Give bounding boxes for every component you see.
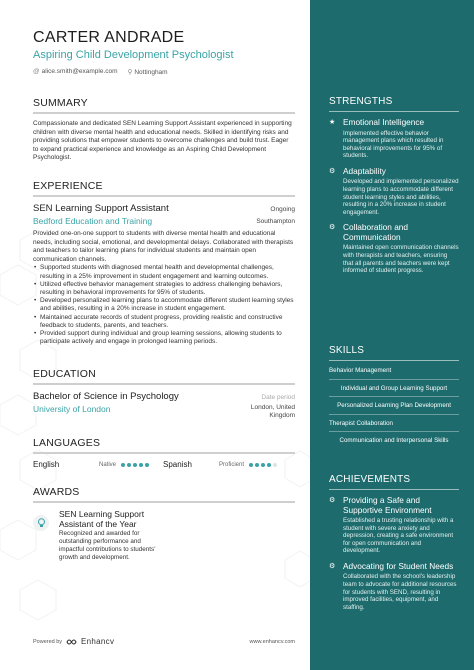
language-level: Proficient — [219, 461, 245, 468]
skill-divider — [329, 414, 459, 415]
languages-row — [33, 460, 295, 469]
strength-description: Implemented effective behavior management plans which resulted in behavioral improvements for 95% of students. — [343, 129, 444, 160]
email-text: alice.smith@example.com — [41, 68, 118, 75]
location-text: Nottingham — [134, 69, 168, 76]
language-dots — [249, 463, 277, 467]
footer-brand — [33, 637, 114, 646]
gear-icon: ⚙ — [329, 497, 336, 504]
section-divider — [329, 360, 459, 361]
location-pin-icon: ⚲ — [127, 69, 133, 76]
strengths-section — [329, 96, 459, 275]
level-dot — [145, 463, 149, 467]
section-title: ACHIEVEMENTS — [329, 474, 411, 485]
skill-item: Individual and Group Learning Support — [340, 384, 448, 392]
education-section — [33, 368, 295, 420]
achievement-description: Collaborated with the school's leadership team to advocate for additional resources for students with SEND, resulting in improved facilities, equipment, and staffing. — [343, 573, 457, 611]
skill-item: Personalized Learning Plan Development — [337, 402, 451, 410]
gear-icon: ⚙ — [329, 167, 336, 175]
achievements-section — [329, 474, 459, 611]
section-title: LANGUAGES — [33, 437, 101, 449]
strength-item — [329, 118, 459, 160]
contact-row — [33, 68, 168, 76]
section-title: SKILLS — [329, 345, 365, 356]
star-icon: ★ — [329, 119, 336, 126]
brand-name: Enhancv — [81, 637, 115, 646]
section-title: EDUCATION — [33, 368, 96, 380]
strength-content — [343, 223, 459, 274]
experience-section — [33, 180, 295, 346]
powered-by-label: Powered by — [33, 638, 63, 645]
language-level: Native — [99, 461, 117, 468]
section-divider — [329, 111, 459, 112]
achievement-description: Established a trusting relationship with a student with severe anxiety and depression, creating a safe environment for open communication and development. — [343, 517, 454, 555]
job-intro: Provided one-on-one support to students with diverse mental health and educational needs, including social, emotional, and developmental delays. Collaborated with therapists and teachers to tailor learning plans for individual students and maintain open communication channels. — [33, 230, 294, 263]
award-item — [33, 509, 295, 562]
university-name: University of London — [33, 404, 111, 414]
location-contact — [128, 68, 168, 76]
candidate-role: Aspiring Child Development Psychologist — [33, 49, 234, 61]
strength-item — [329, 167, 459, 216]
level-dot — [121, 463, 125, 467]
university-row — [33, 404, 295, 420]
enhancv-logo-icon — [66, 638, 77, 646]
award-content — [59, 509, 159, 562]
job-title: SEN Learning Support Assistant — [33, 203, 169, 214]
level-dot — [255, 463, 259, 467]
section-title: AWARDS — [33, 486, 80, 498]
awards-section — [33, 486, 295, 562]
main-column — [33, 0, 295, 670]
job-bullet-list — [33, 264, 295, 346]
achievement-item — [329, 562, 459, 611]
list-item: • Utilized effective behavior management strategies to address challenging behaviors, resulting in behavioral improvements for 95% of students. — [33, 281, 295, 297]
award-description: Recognized and awarded for outstanding performance and impactful contributions to students' growth and development. — [59, 530, 156, 561]
date-placeholder: Date period — [261, 394, 295, 401]
section-divider — [329, 489, 459, 490]
award-lightbulb-icon — [33, 515, 49, 531]
level-dot — [249, 463, 253, 467]
summary-text: Compassionate and dedicated SEN Learning Support Assistant experienced in supporting children with diverse mental health and educational needs. Skilled in identifying risks and providing solutions that empower students to overcome challenges and build trust. Eager to expand practical experience and knowledge as an Aspiring Child Development Psychologist. — [33, 120, 292, 162]
section-divider — [33, 383, 295, 385]
section-title: EXPERIENCE — [33, 180, 103, 192]
skill-divider — [329, 431, 459, 432]
degree-title: Bachelor of Science in Psychology — [33, 391, 179, 402]
candidate-name: CARTER ANDRADE — [33, 29, 185, 46]
level-dot — [267, 463, 271, 467]
section-divider — [33, 112, 295, 114]
skill-item: Communication and Interpersonal Skills — [339, 437, 449, 445]
strength-content — [343, 118, 459, 160]
strength-title: Adaptability — [343, 165, 386, 176]
job-location: Southampton — [256, 218, 295, 225]
skills-section — [329, 345, 459, 445]
level-dot — [133, 463, 137, 467]
strength-description: Maintained open communication channels with therapists and teachers, ensuring that all parents and teachers were kept informed of student progress. — [343, 244, 459, 275]
achievement-item — [329, 496, 459, 555]
skill-item: Behavior Management — [329, 367, 392, 374]
footer-url[interactable]: www.enhancv.com — [249, 638, 295, 645]
gear-icon: ⚙ — [329, 562, 336, 570]
section-divider — [33, 195, 295, 197]
list-item: • Provided support during individual and group learning sessions, allowing students to participate actively and engage in prolonged learning periods. — [33, 330, 295, 346]
list-item: • Maintained accurate records of student progress, providing realistic and constructive feedback to students, parents, and teachers. — [33, 314, 295, 330]
level-dot — [127, 463, 131, 467]
email-contact[interactable] — [33, 68, 118, 76]
achievement-title: Providing a Safe and Supportive Environment — [343, 495, 432, 515]
level-dot-empty — [273, 463, 277, 467]
skill-divider — [329, 379, 459, 380]
strength-content — [343, 167, 459, 216]
list-item: • Developed personalized learning plans to accommodate different student learning styles and abilities, resulting in a 20% increase in student engagement. — [33, 297, 295, 313]
languages-section — [33, 437, 295, 469]
strength-item — [329, 223, 459, 274]
job-title-row — [33, 203, 295, 214]
gear-icon: ⚙ — [329, 224, 336, 232]
achievement-content — [343, 496, 459, 555]
level-dot — [139, 463, 143, 467]
summary-section — [33, 97, 295, 163]
footer — [33, 637, 295, 646]
strength-title: Emotional Intelligence — [343, 117, 425, 127]
strength-description: Developed and implemented personalized learning plans to accommodate different student learning styles and abilities, resulting in a 20% increase in student engagement. — [343, 178, 459, 216]
job-dates: Ongoing — [270, 206, 295, 213]
at-icon: @ — [33, 68, 40, 75]
award-title: SEN Learning Support Assistant of the Year — [59, 509, 145, 529]
section-title: SUMMARY — [33, 97, 88, 109]
list-item: • Supported students with diagnosed mental health and developmental challenges, resulting in a 25% improvement in student engagement and learning outcomes. — [33, 264, 295, 280]
section-divider — [33, 452, 295, 454]
skill-divider — [329, 396, 459, 397]
language-item — [163, 460, 295, 469]
section-title: STRENGTHS — [329, 96, 393, 107]
level-dot — [261, 463, 265, 467]
achievement-title: Advocating for Student Needs — [343, 560, 454, 571]
strength-title: Collaboration and Communication — [343, 222, 409, 242]
company-name: Bedford Education and Training — [33, 216, 153, 226]
education-location: London, United Kingdom — [250, 404, 295, 419]
sidebar — [310, 0, 474, 670]
degree-row — [33, 391, 295, 402]
language-item — [33, 460, 163, 469]
language-dots — [121, 463, 149, 467]
skill-item: Therapist Collaboration — [329, 419, 393, 427]
achievement-content — [343, 562, 459, 611]
language-name: English — [33, 460, 60, 469]
language-name: Spanish — [163, 460, 192, 469]
company-row — [33, 216, 295, 226]
section-divider — [33, 501, 295, 503]
